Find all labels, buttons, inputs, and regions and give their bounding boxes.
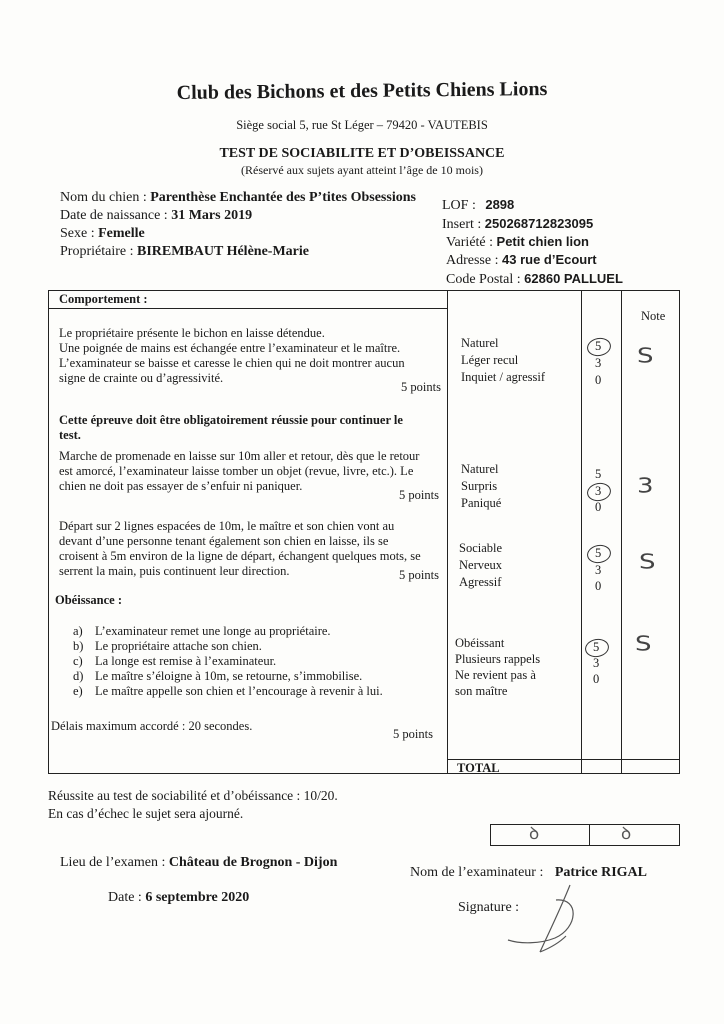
- examiner-label: Nom de l’examinateur :: [410, 865, 544, 880]
- s2-line: est amorcé, l’examinateur laisse tomber un objet (revue, livre, etc.). Le: [59, 464, 414, 478]
- divider-score: [581, 291, 582, 773]
- place-label: Lieu de l’examen :: [60, 855, 166, 870]
- s2-score: 3: [595, 484, 602, 498]
- s3-line: croisent à 5m environ de la ligne de départ, échangent quelques mots, se: [59, 549, 421, 563]
- note-header: Note: [641, 309, 666, 323]
- s2-line: chien ne doit pas essayer de s’enfuir ni paniquer.: [59, 479, 303, 493]
- s1-line: Une poignée de mains est échangée entre l’examinateur et le maître.: [59, 341, 401, 355]
- divider-note: [621, 291, 622, 773]
- s4-option: Ne revient pas à: [455, 668, 536, 682]
- mandatory-note: test.: [59, 428, 81, 442]
- date-value: 6 septembre 2020: [145, 890, 250, 905]
- test-title: TEST DE SOCIABILITE ET D’OBEISSANCE: [219, 146, 505, 161]
- s2-score: 0: [595, 500, 602, 514]
- insert-label: Insert :: [442, 217, 482, 232]
- postal-value: 62860 PALLUEL: [524, 271, 623, 286]
- dog-name: Parenthèse Enchantée des P’tites Obsessions: [150, 190, 416, 205]
- s2-option: Surpris: [461, 479, 498, 493]
- s4-score: 5: [593, 640, 600, 654]
- mandatory-note: Cette épreuve doit être obligatoirement réussie pour continuer le: [59, 413, 403, 427]
- birth-date: 31 Mars 2019: [171, 208, 253, 223]
- s1-score: 5: [595, 339, 602, 353]
- s3-line: serrent la main, puis continuent leur direction.: [59, 564, 290, 578]
- owner-row: [60, 244, 309, 260]
- dog-address-row: [446, 252, 597, 269]
- s1-option: Léger recul: [461, 353, 519, 367]
- failure-text: En cas d’échec le sujet sera ajourné.: [48, 806, 244, 821]
- place-value: Château de Brognon - Dijon: [168, 855, 338, 870]
- sex-value: Femelle: [98, 226, 145, 241]
- signature-label: Signature :: [458, 900, 520, 915]
- s4-item: b) Le propriétaire attache son chien.: [73, 639, 262, 653]
- s3-score: 3: [595, 563, 602, 577]
- lof-value: 2898: [485, 197, 515, 212]
- birth-row: [60, 208, 252, 224]
- dog-address-value: 43 rue d’Ecourt: [502, 252, 597, 267]
- variety-label: Variété :: [446, 235, 494, 250]
- postal-label: Code Postal :: [446, 272, 521, 287]
- divider-criteria: [447, 291, 448, 773]
- place-row: [60, 855, 337, 871]
- s4-item: d) Le maître s’éloigne à 10m, se retourne, s’immobilise.: [73, 669, 363, 683]
- s2-note-handwritten: 3: [637, 474, 654, 498]
- s1-line: Le propriétaire présente le bichon en laisse détendue.: [59, 326, 325, 340]
- delay-text: Délais maximum accordé : 20 secondes.: [51, 719, 253, 733]
- club-address: Siège social 5, rue St Léger – 79420 - VAUTEBIS: [236, 118, 488, 132]
- s1-selected-circle: [586, 336, 613, 358]
- s4-option: son maître: [455, 684, 508, 698]
- s1-score: 0: [595, 373, 602, 387]
- owner-name: BIREMBAUT Hélène-Marie: [136, 244, 309, 259]
- sex-label: Sexe :: [60, 226, 95, 241]
- s2-selected-circle: [586, 481, 613, 503]
- initials-mark-2: ꝺ: [621, 824, 632, 844]
- date-label: Date :: [108, 890, 142, 905]
- s2-points: 5 points: [399, 488, 439, 502]
- s2-option: Naturel: [461, 462, 499, 476]
- s1-option: Naturel: [461, 336, 499, 350]
- s3-option: Agressif: [459, 575, 502, 589]
- s4-option: Obéissant: [455, 636, 505, 650]
- examiner-name: Patrice RIGAL: [554, 865, 647, 880]
- dog-name-row: [60, 190, 416, 206]
- initials-mark-1: ꝺ: [529, 824, 540, 844]
- s3-points: 5 points: [399, 568, 439, 582]
- s1-points: 5 points: [401, 380, 441, 394]
- obeissance-heading: Obéissance :: [55, 593, 123, 607]
- s3-score: 0: [595, 579, 602, 593]
- s1-line: L’examinateur se baisse et caresse le chien qui ne doit montrer aucun: [59, 356, 405, 370]
- s2-line: Marche de promenade en laisse sur 10m aller et retour, dès que le retour: [59, 449, 420, 463]
- total-rule: [447, 759, 679, 760]
- signature-drawing: [500, 880, 610, 960]
- date-row: [108, 890, 249, 906]
- s2-option: Paniqué: [461, 496, 502, 510]
- s1-note-handwritten: S: [637, 344, 654, 368]
- s3-note-handwritten: S: [639, 550, 656, 574]
- examiner-row: [410, 865, 647, 881]
- sex-row: [60, 226, 145, 242]
- s4-score: 3: [593, 656, 600, 670]
- comportement-heading: Comportement :: [59, 292, 148, 306]
- total-label: TOTAL: [457, 761, 500, 775]
- s3-option: Sociable: [459, 541, 503, 555]
- variety-row: [446, 234, 589, 251]
- owner-label: Propriétaire :: [60, 244, 134, 259]
- postal-row: [446, 271, 623, 288]
- club-title: Club des Bichons et des Petits Chiens Lions: [176, 78, 548, 104]
- s4-score: 0: [593, 672, 600, 686]
- initials-divider: [589, 825, 590, 845]
- lof-label: LOF :: [442, 198, 476, 213]
- s4-points: 5 points: [393, 727, 433, 741]
- lof-row: [442, 197, 514, 214]
- evaluation-table: [48, 290, 680, 774]
- s4-note-handwritten: S: [635, 632, 652, 656]
- variety-value: Petit chien lion: [496, 234, 589, 249]
- birth-label: Date de naissance :: [60, 208, 168, 223]
- s3-line: devant d’une personne tenant également son chien en laisse, ils se: [59, 534, 389, 548]
- s1-score: 3: [595, 356, 602, 370]
- s1-option: Inquiet / agressif: [461, 370, 546, 384]
- s3-selected-circle: [586, 543, 613, 565]
- dog-name-label: Nom du chien :: [60, 190, 147, 205]
- s2-score: 5: [595, 467, 602, 481]
- s3-option: Nerveux: [459, 558, 503, 572]
- s4-selected-circle: [584, 637, 611, 659]
- s3-score: 5: [595, 546, 602, 560]
- dog-address-label: Adresse :: [446, 253, 499, 268]
- insert-value: 250268712823095: [484, 216, 594, 231]
- header-rule: [49, 308, 447, 309]
- insert-row: [442, 216, 593, 233]
- s4-item: e) Le maître appelle son chien et l’encourage à revenir à lui.: [73, 684, 383, 698]
- s4-item: a) L’examinateur remet une longe au propriétaire.: [73, 624, 331, 638]
- test-subtitle: (Réservé aux sujets ayant atteint l’âge de 10 mois): [241, 163, 483, 177]
- result-text: Réussite au test de sociabilité et d’obéissance : 10/20.: [48, 788, 338, 803]
- s3-line: Départ sur 2 lignes espacées de 10m, le maître et son chien vont au: [59, 519, 395, 533]
- s4-item: c) La longe est remise à l’examinateur.: [73, 654, 277, 668]
- s1-line: signe de crainte ou d’agressivité.: [59, 371, 224, 385]
- s4-option: Plusieurs rappels: [455, 652, 541, 666]
- initials-box: [490, 824, 680, 846]
